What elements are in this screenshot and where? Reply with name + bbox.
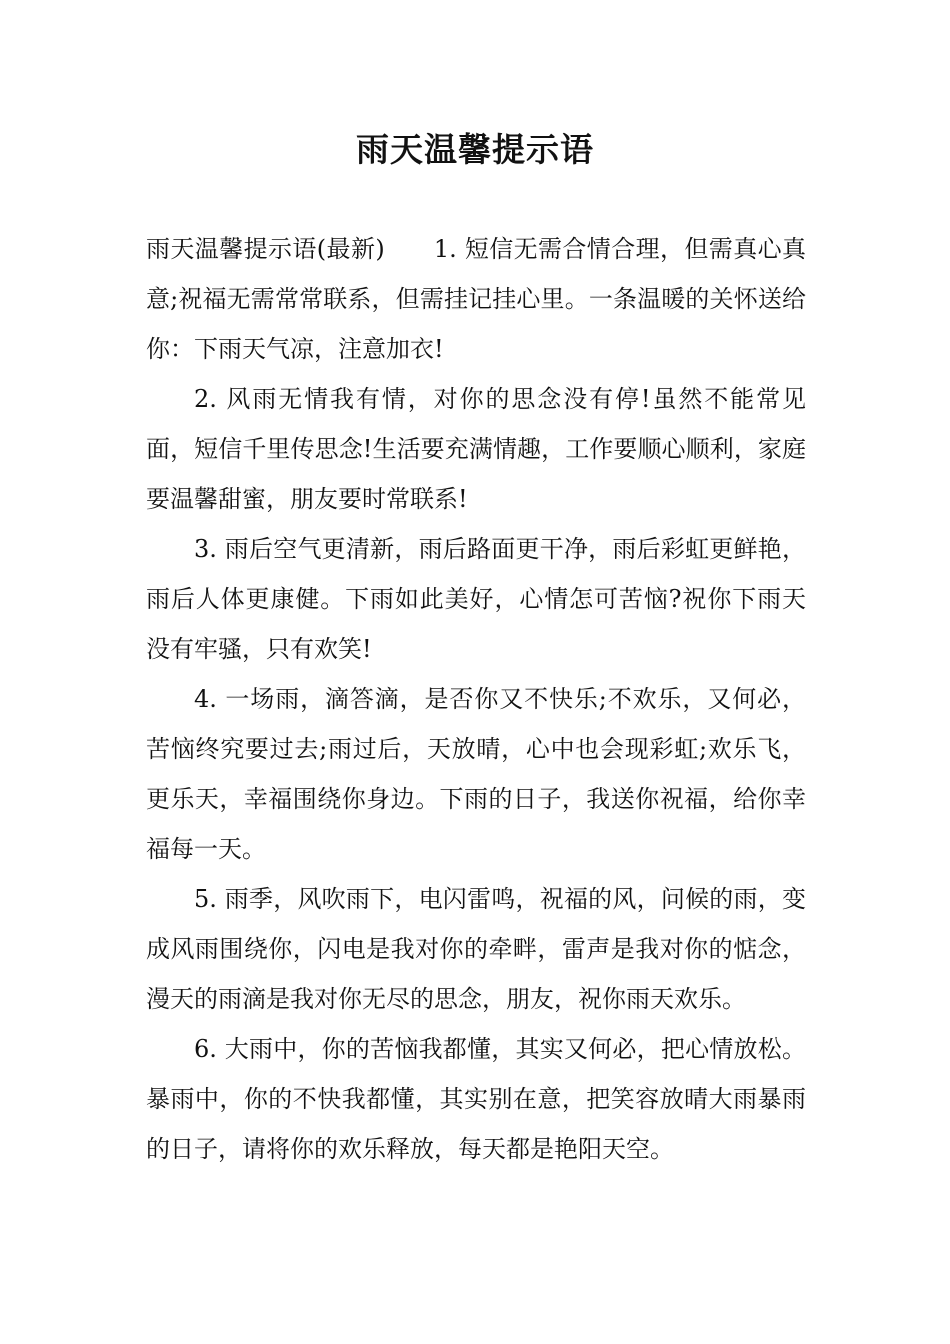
paragraph-4: 4. 一场雨，滴答滴，是否你又不快乐;不欢乐，又何必，苦恼终究要过去;雨过后，天放晴，心中也会现彩虹;欢乐飞，更乐天，幸福围绕你身边。下雨的日子，我送你祝福，给你幸福每一天。 — [146, 685, 806, 863]
paragraph-3: 3. 雨后空气更清新，雨后路面更干净，雨后彩虹更鲜艳，雨后人体更康健。下雨如此美好，心情怎可苦恼?祝你下雨天没有牢骚，只有欢笑! — [146, 535, 806, 663]
document-body — [146, 224, 806, 1174]
paragraph-5: 5. 雨季，风吹雨下，电闪雷鸣，祝福的风，问候的雨，变成风雨围绕你，闪电是我对你的牵畔，雷声是我对你的惦念，漫天的雨滴是我对你无尽的思念，朋友，祝你雨天欢乐。 — [146, 885, 806, 1013]
document-title: 雨天温馨提示语 — [356, 130, 594, 169]
paragraph-6: 6. 大雨中，你的苦恼我都懂，其实又何必，把心情放松。暴雨中，你的不快我都懂，其实别在意，把笑容放晴大雨暴雨的日子，请将你的欢乐释放，每天都是艳阳天空。 — [146, 1035, 806, 1163]
paragraph-2: 2. 风雨无情我有情，对你的思念没有停!虽然不能常见面，短信千里传思念!生活要充满情趣，工作要顺心顺利，家庭要温馨甜蜜，朋友要时常联系! — [146, 385, 806, 513]
paragraph-intro-1: 雨天温馨提示语(最新) 1. 短信无需合情合理，但需真心真意;祝福无需常常联系，但需挂记挂心里。一条温暖的关怀送给你：下雨天气凉，注意加衣! — [146, 235, 806, 363]
